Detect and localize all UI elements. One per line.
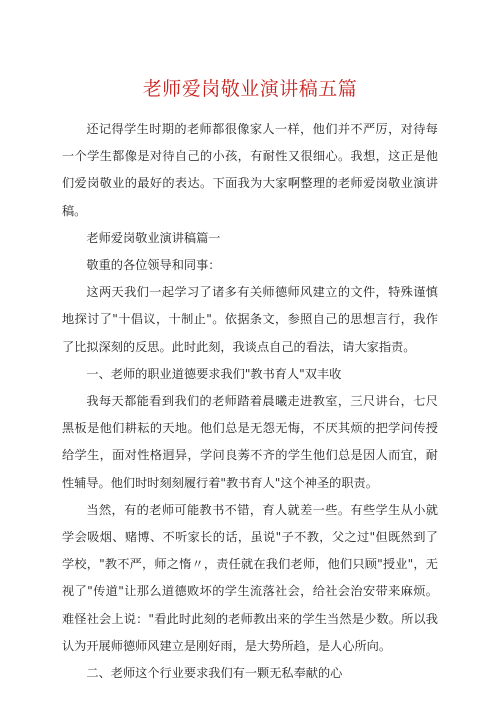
paragraph: 当然，有的老师可能教书不错，育人就差一些。有些学生从小就学会吸烟、赌博、不听家长的话，虽说"子不教，父之过"但既然到了学校，"教不严，师之惰〃，责任就在我们老师，他们只顾"授业"，无视了"传道"让那么道德败坏的学生流落社会，给社会治安带来麻烦。难怪社会上说："看此时此刻的老师教出来的学生当然是少数。所以我认为开展师德师风建立是刚好雨，是大势所趋，是人心所向。 xyxy=(62,502,438,653)
subheading-one: 一、老师的职业道德要求我们"教书育人"双丰收 xyxy=(86,366,342,381)
document-body xyxy=(62,116,438,687)
salutation: 敬重的各位领导和同事： xyxy=(86,258,221,273)
section-heading: 老师爱岗敬业演讲稿篇一 xyxy=(86,230,221,245)
paragraph: 我每天都能看到我们的老师踏着晨曦走进教室，三尺讲台，七尺黑板是他们耕耘的天地。他们总是无怨无悔，不厌其烦的把学问传授给学生，面对性格迥异，学问良莠不齐的学生他们总是因人而宜，耐性辅导。他们时时刻刻履行着"教书育人"这个神圣的职责。 xyxy=(62,394,438,490)
subheading-two: 二、老师这个行业要求我们有一颗无私奉献的心 xyxy=(86,666,343,681)
paragraph: 这两天我们一起学习了诸多有关师德师风建立的文件，特殊谨慎地探讨了"十倡议，十制止"。依据条文，参照自己的思想言行，我作了比拟深刻的反思。此时此刻，我谈点自己的看法，请大家指责。 xyxy=(62,285,438,354)
paragraph-intro: 还记得学生时期的老师都很像家人一样，他们并不严厉，对待每一个学生都像是对待自己的小孩，有耐性又很细心。我想，这正是他们爱岗敬业的最好的表达。下面我为大家啊整理的老师爱岗敬业演讲稿。 xyxy=(62,122,438,218)
document-title: 老师爱岗敬业演讲稿五篇 xyxy=(142,78,358,100)
